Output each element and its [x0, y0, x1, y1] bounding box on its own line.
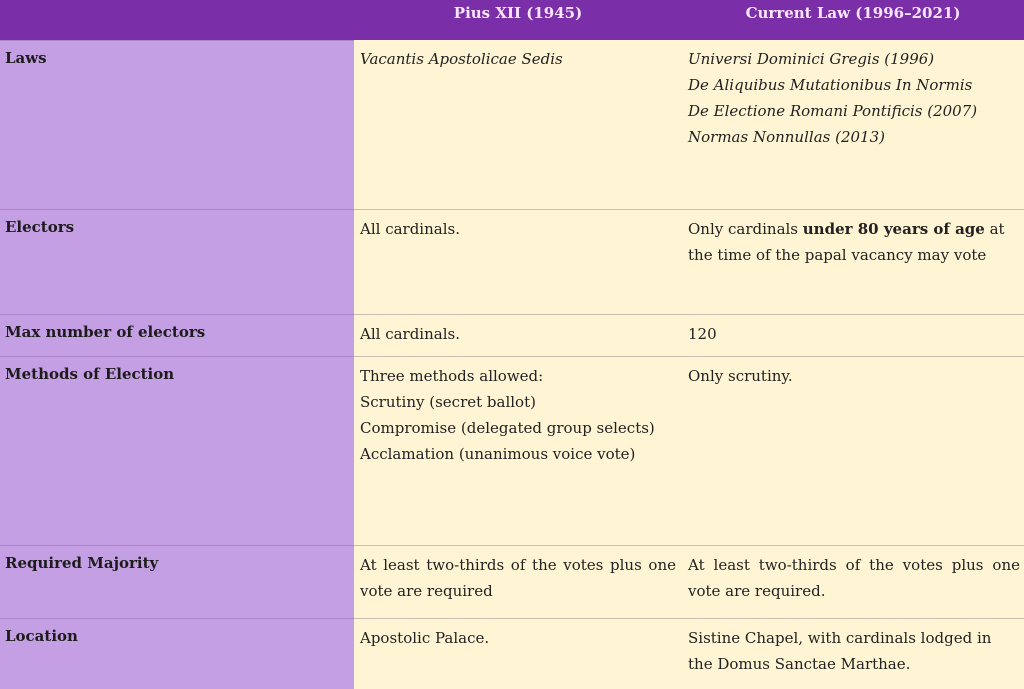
max-electors-pius-text: All cardinals. [360, 325, 460, 343]
row-label-laws: Laws [0, 40, 354, 209]
location-current-cell [682, 618, 1024, 689]
row-label-location: Location [0, 618, 354, 689]
methods-pius-item: Compromise (delegated group selects) [360, 419, 655, 437]
laws-pius-cell [354, 40, 682, 209]
electors-current-cell [682, 209, 1024, 314]
methods-pius-item: Acclamation (unanimous voice vote) [360, 445, 636, 463]
laws-current-cell [682, 40, 1024, 209]
electors-pius-text: All cardinals. [360, 220, 460, 238]
header-current-law: Current Law (1996–2021) [682, 0, 1024, 40]
laws-current-item: Normas Nonnullas (2013) [688, 128, 885, 146]
electors-current-text-bold: under 80 years of age [802, 220, 985, 238]
max-electors-current-text: 120 [688, 325, 717, 343]
electors-current-text-pre: Only cardinals [688, 220, 803, 238]
row-label-max-electors: Max number of electors [0, 314, 354, 356]
header-empty-cell [0, 0, 354, 40]
majority-pius-cell [354, 545, 682, 618]
row-label-methods: Methods of Election [0, 356, 354, 545]
electors-current-text-post: at the time of the papal vacancy may vote [688, 220, 1005, 264]
max-electors-pius-cell [354, 314, 682, 356]
majority-current-cell [682, 545, 1024, 618]
row-label-majority: Required Majority [0, 545, 354, 618]
laws-current-item: De Electione Romani Pontificis (2007) [688, 102, 978, 120]
max-electors-current-cell [682, 314, 1024, 356]
location-pius-cell [354, 618, 682, 689]
laws-current-item: De Aliquibus Mutationibus In Normis [688, 76, 973, 94]
location-current-text: Sistine Chapel, with cardinals lodged in the Domus Sanctae Marthae. [688, 629, 992, 673]
header-pius-xii: Pius XII (1945) [354, 0, 682, 40]
electors-pius-cell [354, 209, 682, 314]
row-label-electors: Electors [0, 209, 354, 314]
laws-current-item: Universi Dominici Gregis (1996) [688, 50, 935, 68]
methods-pius-cell [354, 356, 682, 545]
methods-pius-item: Scrutiny (secret ballot) [360, 393, 536, 411]
laws-pius-item: Vacantis Apostolicae Sedis [360, 50, 563, 68]
methods-current-cell [682, 356, 1024, 545]
methods-pius-item: Three methods allowed: [360, 367, 544, 385]
methods-current-text: Only scrutiny. [688, 367, 793, 385]
majority-pius-text: At least two-thirds of the votes plus one vote are required [360, 556, 676, 600]
location-pius-text: Apostolic Palace. [360, 629, 490, 647]
majority-current-text: At least two-thirds of the votes plus one vote are required. [688, 556, 1020, 600]
